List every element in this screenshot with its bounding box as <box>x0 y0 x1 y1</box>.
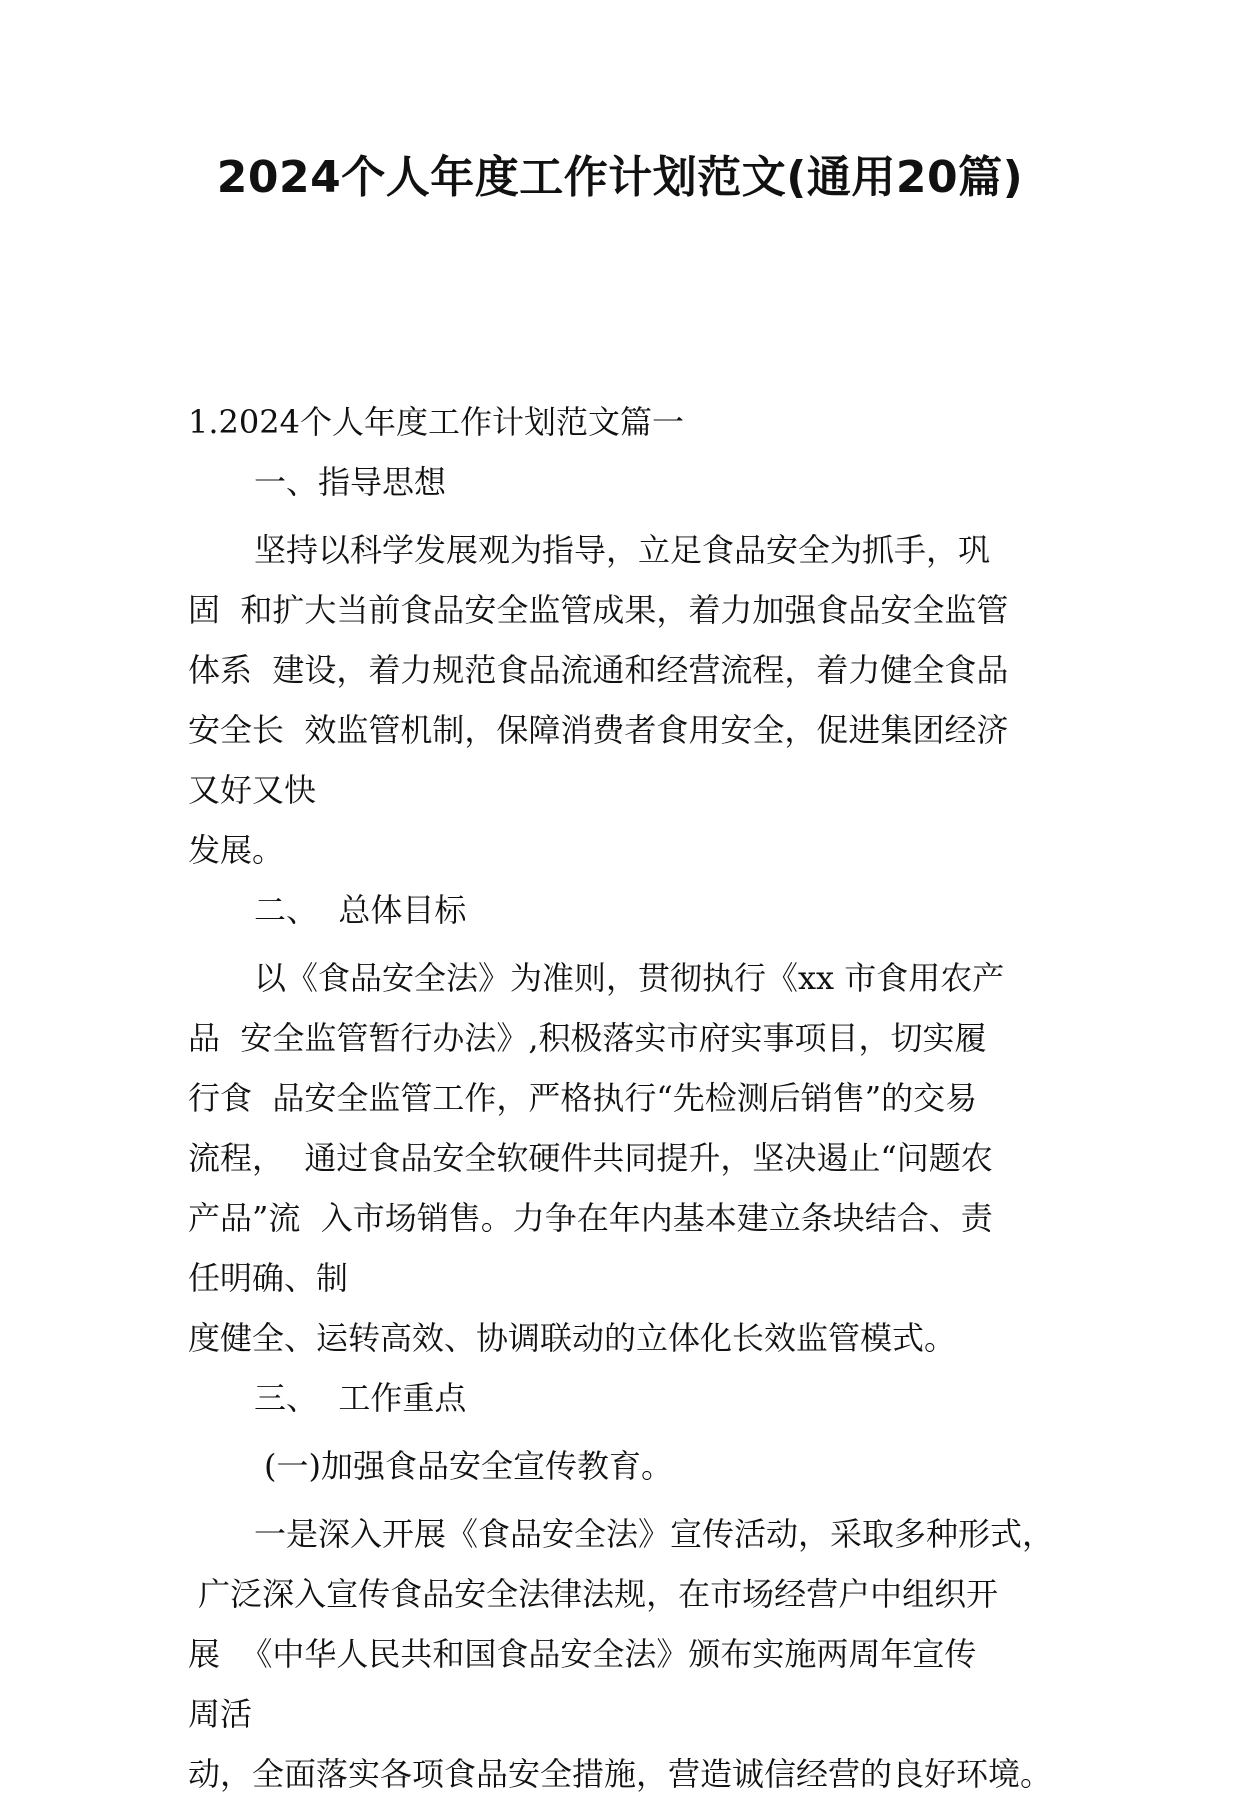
paragraph-line: 以《食品安全法》为准则，贯彻执行《xx 市食用农产 <box>254 959 1005 997</box>
paragraph-line: 动，全面落实各项食品安全措施，营造诚信经营的良好环境。 <box>188 1755 1053 1793</box>
document-body <box>188 392 1058 1804</box>
section-heading: 1.2024个人年度工作计划范文篇一 <box>188 403 684 441</box>
paragraph-line: 度健全、运转高效、协调联动的立体化长效监管模式。 <box>188 1319 957 1357</box>
subheading-publicity-education: (一)加强食品安全宣传教育。 <box>264 1447 673 1485</box>
paragraph-line: 广泛深入宣传食品安全法律法规，在市场经营户中组织开 <box>188 1575 999 1613</box>
paragraph-line: 固 和扩大当前食品安全监管成果，着力加强食品安全监管 <box>188 591 1009 629</box>
subheading-work-focus: 三、 工作重点 <box>254 1379 467 1417</box>
paragraph-line: 任明确、制 <box>188 1259 349 1297</box>
subheading-overall-goal: 二、 总体目标 <box>254 891 467 929</box>
paragraph-line: 发展。 <box>188 831 285 869</box>
paragraph-line: 体系 建设，着力规范食品流通和经营流程，着力健全食品 <box>188 651 1009 689</box>
paragraph-line: 流程， 通过食品安全软硬件共同提升，坚决遏止“问题农 <box>188 1139 993 1177</box>
paragraph-line: 坚持以科学发展观为指导，立足食品安全为抓手，巩 <box>254 531 991 569</box>
subheading-guiding-ideology: 一、指导思想 <box>254 463 447 501</box>
paragraph-line: 品 安全监管暂行办法》,积极落实市府实事项目，切实履 <box>188 1019 987 1057</box>
paragraph-line: 又好又快 <box>188 771 317 809</box>
paragraph-line: 安全长 效监管机制，保障消费者食用安全，促进集团经济 <box>188 711 1009 749</box>
paragraph-line: 行食 品安全监管工作，严格执行“先检测后销售”的交易 <box>188 1079 978 1117</box>
paragraph-line: 展 《中华人民共和国食品安全法》颁布实施两周年宣传 <box>188 1635 977 1673</box>
paragraph-line: 周活 <box>188 1695 253 1733</box>
paragraph-line: 产品”流 入市场销售。力争在年内基本建立条块结合、责 <box>188 1199 993 1237</box>
paragraph-line: 一是深入开展《食品安全法》宣传活动，采取多种形式， <box>254 1515 1055 1553</box>
document-title: 2024个人年度工作计划范文(通用20篇) <box>216 152 1024 203</box>
